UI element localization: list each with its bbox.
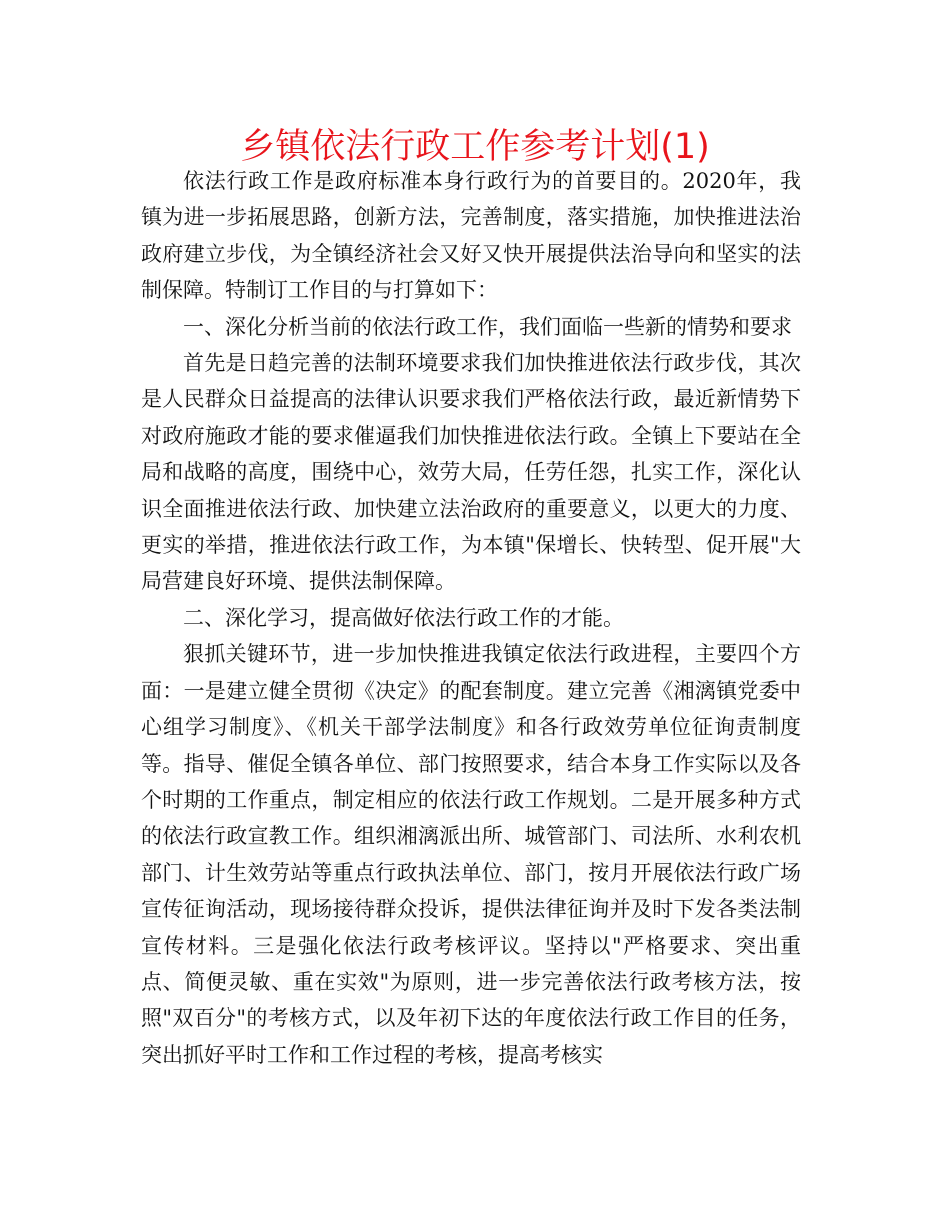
document-body <box>141 163 801 1073</box>
paragraph-section-heading-1: 一、深化分析当前的依法行政工作，我们面临一些新的情势和要求 <box>183 314 792 339</box>
paragraph-section-1-body: 首先是日趋完善的法制环境要求我们加快推进依法行政步伐，其次是人民群众日益提高的法律认识要求我们严格依法行政，最近新情势下对政府施政才能的要求催逼我们加快推进依法行政。全镇上下要站在全局和战略的高度，围绕中心，效劳大局，任劳任怨，扎实工作，深化认识全面推进依法行政、加快建立法治政府的重要意义，以更大的力度、更实的举措，推进依法行政工作，为本镇"保增长、快转型、促开展"大局营建良好环境、提供法制保障。 <box>141 351 801 594</box>
paragraph-section-2-body: 狠抓关键环节，进一步加快推进我镇定依法行政进程，主要四个方面：一是建立健全贯彻《决定》的配套制度。建立完善《湘漓镇党委中心组学习制度》、《机关干部学法制度》和各行政效劳单位征询责制度等。指导、催促全镇各单位、部门按照要求，结合本身工作实际以及各个时期的工作重点，制定相应的依法行政工作规划。二是开展多种方式的依法行政宣教工作。组织湘漓派出所、城管部门、司法所、水利农机部门、计生效劳站等重点行政执法单位、部门，按月开展依法行政广场宣传征询活动，现场接待群众投诉，提供法律征询并及时下发各类法制宣传材料。三是强化依法行政考核评议。坚持以"严格要求、突出重点、简便灵敏、重在实效"为原则，进一步完善依法行政考核方法，按照"双百分"的考核方式，以及年初下达的年度依法行政工作目的任务，突出抓好平时工作和工作过程的考核，提高考核实 <box>141 642 801 1067</box>
paragraph-section-heading-2: 二、深化学习，提高做好依法行政工作的才能。 <box>183 605 624 630</box>
document-title: 乡镇依法行政工作参考计划(1) <box>240 127 710 167</box>
paragraph-intro: 依法行政工作是政府标准本身行政行为的首要目的。2020年，我镇为进一步拓展思路，创新方法，完善制度，落实措施，加快推进法治政府建立步伐，为全镇经济社会又好又快开展提供法治导向和坚实的法制保障。特制订工作目的与打算如下： <box>141 169 801 303</box>
